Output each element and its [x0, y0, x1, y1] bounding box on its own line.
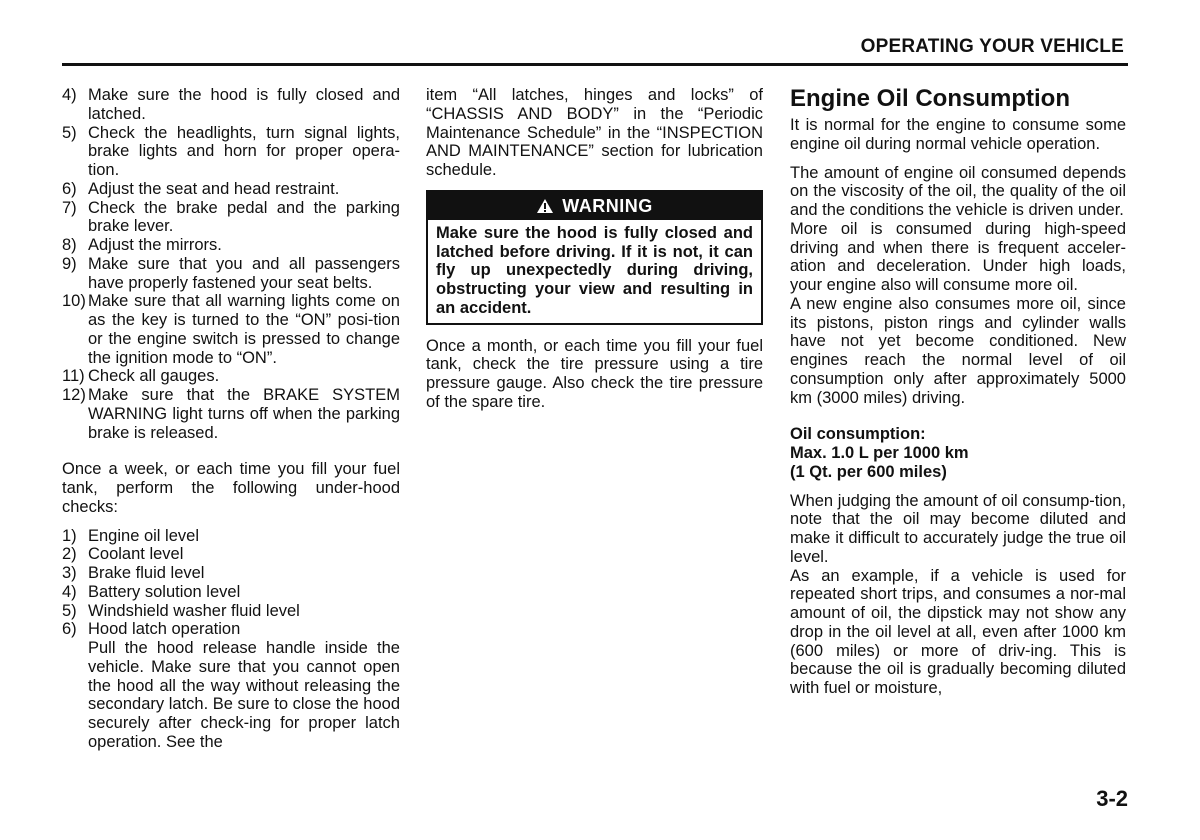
list-item: [62, 386, 400, 442]
list-item-number: 9): [62, 254, 77, 273]
list-item: [62, 620, 400, 751]
list-item-number: 6): [62, 179, 77, 198]
spec-max-imperial: (1 Qt. per 600 miles): [790, 462, 947, 481]
lubrication-reference: item “All latches, hinges and locks” of “CHASSIS AND BODY” in the “Periodic Maintenance Schedule” in the “INSPECTION AND MAINTENANCE” section for lubrication schedule.: [426, 86, 763, 179]
list-item-text: Windshield washer fluid level: [88, 601, 300, 620]
under-hood-checklist: [62, 527, 400, 752]
list-item-text: Make sure that you and all passengers have properly fastened your seat belts.: [88, 254, 400, 292]
list-item-text: [88, 620, 400, 751]
list-item: [62, 527, 400, 546]
list-item-number: 6): [62, 620, 77, 639]
hood-latch-heading: Hood latch operation: [88, 620, 241, 639]
right-column: [790, 86, 1126, 698]
list-item-number: 11): [62, 367, 85, 386]
list-item-text: Engine oil level: [88, 526, 199, 545]
list-item-number: 5): [62, 601, 77, 620]
list-item: [62, 180, 400, 199]
list-item-text: Adjust the seat and head restraint.: [88, 179, 340, 198]
list-item-number: 5): [62, 123, 77, 142]
list-item: [62, 602, 400, 621]
list-item-number: 4): [62, 582, 77, 601]
list-item-number: 12): [62, 386, 86, 404]
middle-column: [426, 86, 763, 412]
paragraph: When judging the amount of oil consump-tion, note that the oil may become diluted and make it difficult to accurately judge the true oil level.: [790, 491, 1126, 566]
pre-drive-checklist: [62, 86, 400, 442]
list-item-number: 1): [62, 526, 77, 545]
list-item-number: 4): [62, 86, 77, 104]
list-item-text: Brake fluid level: [88, 564, 205, 582]
list-item-number: 3): [62, 564, 77, 582]
list-item-text: Check the brake pedal and the parking brake lever.: [88, 198, 400, 236]
page-number: 3-2: [1096, 786, 1128, 811]
paragraph: A new engine also consumes more oil, since its pistons, piston rings and cylinder walls have not yet become conditioned. New engines reach the normal level of oil consumption only after approximately 5000 km (3000 miles) driving.: [790, 294, 1126, 407]
list-item-text: Make sure that the BRAKE SYSTEM WARNING light turns off when the parking brake is released.: [88, 386, 400, 442]
hood-latch-detail: Pull the hood release handle inside the vehicle. Make sure that you cannot open the hood all the way without releasing the secondary latch. Be sure to close the hood securely after check-ing for proper latch operation. See the: [88, 639, 400, 751]
list-item-number: 7): [62, 198, 77, 217]
list-item-number: 2): [62, 545, 77, 564]
list-item: [62, 236, 400, 255]
oil-consumption-spec: [790, 425, 1126, 481]
list-item: [62, 124, 400, 180]
list-item-text: Check all gauges.: [88, 367, 220, 386]
paragraph: The amount of engine oil consumed depends on the viscosity of the oil, the quality of the oil and the conditions the vehicle is driven under.: [790, 163, 1126, 219]
warning-box: [426, 190, 763, 325]
header-divider: [62, 63, 1128, 66]
section-heading: Engine Oil Consumption: [790, 85, 1070, 112]
list-item: [62, 367, 400, 386]
list-item-text: Adjust the mirrors.: [88, 236, 222, 254]
list-item: [62, 564, 400, 583]
paragraph: It is normal for the engine to consume some engine oil during normal vehicle operation.: [790, 116, 1126, 153]
list-item-text: Make sure that all warning lights come on as the key is turned to the “ON” posi-tion or the engine switch is pressed to change the ignition mode to “ON”.: [88, 292, 400, 367]
list-item-number: 10): [62, 292, 86, 311]
list-item-number: 8): [62, 236, 77, 254]
page-section-title: OPERATING YOUR VEHICLE: [860, 36, 1124, 57]
list-item-text: Make sure the hood is fully closed and latched.: [88, 86, 400, 123]
warning-text: Make sure the hood is fully closed and latched before driving. If it is not, it can fly up unexpectedly during driving, obstructing your view and resulting in an accident.: [436, 223, 753, 317]
warning-header: [428, 192, 761, 220]
weekly-checks-intro: Once a week, or each time you fill your fuel tank, perform the following under-hood checks:: [62, 460, 400, 516]
paragraph: As an example, if a vehicle is used for repeated short trips, and consumes a nor-mal amount of oil, the dipstick may not show any drop in the oil level at all, even after 1000 km (600 miles) or more of driv-ing. This is because the oil is gradually becoming diluted with fuel or moisture,: [790, 566, 1126, 697]
list-item: [62, 292, 400, 367]
tire-pressure-paragraph: Once a month, or each time you fill your fuel tank, check the tire pressure using a tire pressure gauge. Also check the tire pressure of the spare tire.: [426, 336, 763, 411]
warning-title: WARNING: [562, 195, 653, 216]
list-item-text: Battery solution level: [88, 582, 241, 601]
list-item: [62, 545, 400, 564]
warning-triangle-icon: [536, 192, 554, 220]
list-item: [62, 583, 400, 602]
list-item: [62, 255, 400, 293]
list-item: [62, 199, 400, 237]
spec-max-metric: Max. 1.0 L per 1000 km: [790, 444, 969, 462]
left-column: [62, 86, 400, 752]
paragraph: More oil is consumed during high-speed driving and when there is frequent acceler-ation and deceleration. Under high loads, your engine also will consume more oil.: [790, 219, 1126, 294]
spec-label: Oil consumption:: [790, 425, 926, 444]
list-item-text: Check the headlights, turn signal lights, brake lights and horn for proper opera-tion.: [88, 123, 400, 179]
list-item: [62, 86, 400, 124]
list-item-text: Coolant level: [88, 545, 184, 564]
